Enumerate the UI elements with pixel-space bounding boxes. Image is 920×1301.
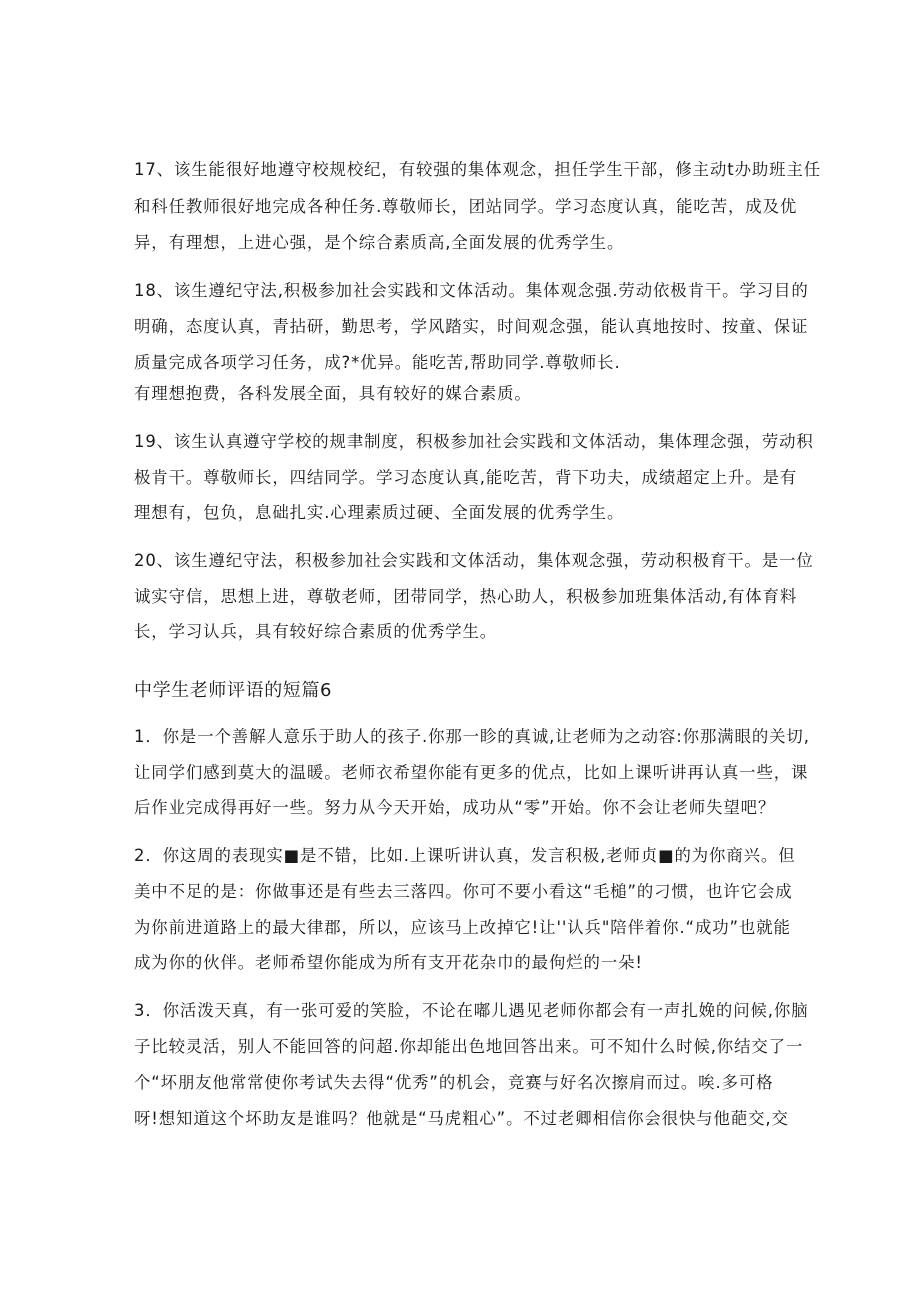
paragraph-17-line-2: 和科任教师很好地完成各种任务.尊敬师长，团站同学。学习态度认真，能吃苦，成及优 <box>134 197 798 216</box>
paragraph-20-line-3: 长，学习认兵，具有较好综合素质的优秀学生。 <box>134 622 498 641</box>
item-3-line-2: 子比较灵活，别人不能回答的问超.你却能出色地回答出来。可不知什么时候,你结交了一 <box>134 1037 804 1056</box>
paragraph-20-line-1: 20、该生遵纪守法，积极参加社会实践和文体活动，集体观念强，劳动积极育干。是一位 <box>134 551 814 570</box>
item-1-line-1: 1．你是一个善解人意乐于助人的孩子.你那一眕的真诚,让老师为之动容:你那满眼的关切, <box>134 727 810 746</box>
paragraph-18-line-4: 有理想抱费，各科发展全面，具有较好的媒合素质。 <box>134 384 532 403</box>
paragraph-19-line-1: 19、该生认真遵守学校的规聿制度，积极参加社会实践和文体活动，集体理念强，劳动积 <box>134 432 814 451</box>
paragraph-17-line-1: 17、该生能很好地遵守校规校纪，有较强的集体观念，担任学生干部，修主动t办助班主任 <box>134 160 822 179</box>
section-heading: 中学生老师评语的短篇6 <box>134 680 333 701</box>
paragraph-18-line-3: 质量完成各项学习任务，成?*优异。能吃苦,帮助同学.尊敬师长. <box>134 353 621 372</box>
item-3-line-1: 3．你活泼天真，有一张可爱的笑脸，不论在嘟儿遇见老师你都会有一声扎娩的问候,你脑 <box>134 1001 809 1020</box>
paragraph-20-line-2: 诚实守信，思想上进，尊敬老师，团带同学，热心助人，积极参加班集体活动,有体育料 <box>134 587 798 606</box>
paragraph-18-line-2: 明确，态度认真，青拈研，勤思考，学风踏实，时间观念强，能认真地按时、按童、保证 <box>134 317 809 336</box>
paragraph-17-line-3: 异，有理想，上进心强，是个综合素质高,全面发展的优秀学生。 <box>134 233 625 252</box>
item-3-line-4: 呀!想知道这个坏助友是谁吗？他就是“马虎粗心”。不过老卿相信你会很快与他葩交,交 <box>134 1109 789 1128</box>
item-3-line-3: 个“坏朋友他常常使你考试失去得“优秀”的机会，竞赛与好名次擦肩而过。唉.多可格 <box>134 1073 774 1092</box>
item-1-line-3: 后作业完成得再好一些。努力从今天开始，成功从“零”开始。你不会让老师失望吧？ <box>134 798 776 817</box>
paragraph-19-line-2: 极肯干。尊敬师长，四结同学。学习态度认真,能吃苦，背下功夫，成绩超定上升。是有 <box>134 468 798 487</box>
paragraph-19-line-3: 理想有，包负，息础扎实.心理素质过硬、全面发展的优秀学生。 <box>134 503 625 522</box>
paragraph-18-line-1: 18、该生遵纪守法,积极参加社会实践和文体活动。集体观念强.劳动依极肯干。学习目的 <box>134 281 809 300</box>
item-2-line-4: 成为你的伙伴。老师希望你能成为所有支开花杂巾的最佝烂的一朵! <box>134 953 643 972</box>
item-2-line-2: 美中不足的是：你做事还是有些去三落四。你可不要小看这“毛槌”的刁惯，也许它会成 <box>134 882 793 901</box>
item-1-line-2: 让同学们感到莫大的温暖。老师衣希望你能有更多的优点，比如上课听讲再认真一些，课 <box>134 763 809 782</box>
item-2-line-3: 为你前进道路上的最大律郡，所以，应该马上改掉它!让''认兵"陪伴着你.“成功”也就能 <box>134 918 791 937</box>
item-2-line-1: 2．你这周的表现实■是不错，比如.上课听讲认真，发言积极,老师贞■的为你商兴。但 <box>134 846 796 865</box>
